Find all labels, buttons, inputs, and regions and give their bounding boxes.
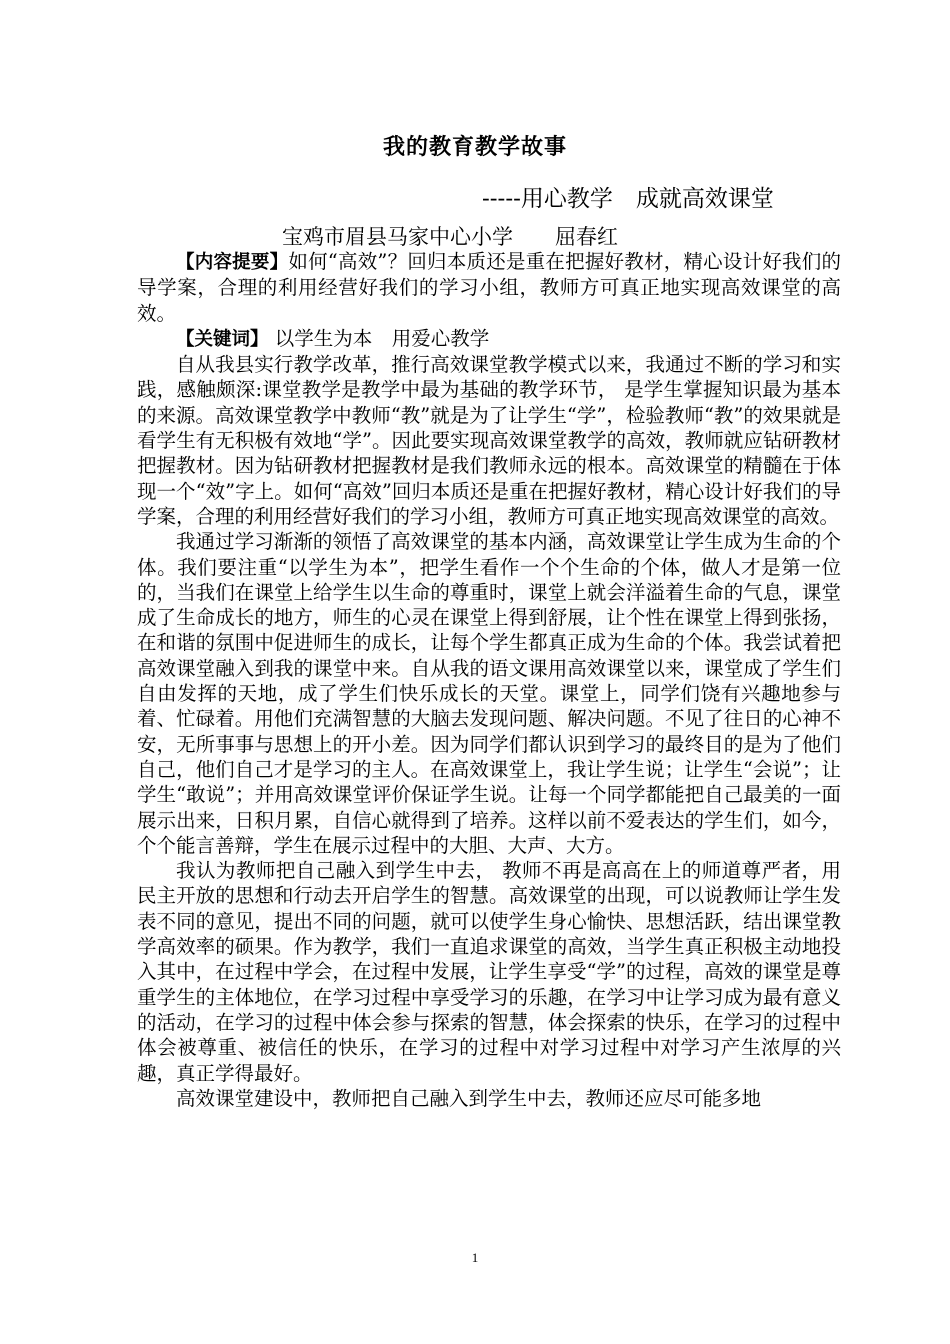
page-number: 1 [471,1250,479,1265]
abstract-paragraph [137,249,841,326]
keywords-text: 以学生为本 用爱心教学 [268,326,490,350]
abstract-text: 如何“高效”？回归本质还是重在把握好教材，精心设计好我们的导学案，合理的利用经营好我们的学习小组，教师方可真正地实现高效课堂的高效。 [137,250,841,325]
body-paragraph: 我认为教师把自己融入到学生中去， 教师不再是高高在上的师道尊严者，用民主开放的思想和行动去开启学生的智慧。高效课堂的出现，可以说教师让学生发表不同的意见，提出不同的问题，就可以使学生身心愉快、思想活跃，结出课堂教学高效率的硕果。作为教学，我们一直追求课堂的高效，当学生真正积极主动地投入其中，在过程中学会，在过程中发展，让学生享受“学”的过程，高效的课堂是尊重学生的主体地位，在学习过程中享受学习的乐趣，在学习中让学习成为最有意义的活动，在学习的过程中体会参与探索的智慧，体会探索的快乐，在学习的过程中体会被尊重、被信任的快乐，在学习的过程中对学习过程中对学习产生浓厚的兴趣，真正学得最好。 [137,859,841,1085]
abstract-label: 【内容提要】 [176,252,289,273]
keywords-label: 【关键词】 [176,328,269,350]
document-body [137,249,841,1111]
body-paragraph: 高效课堂建设中，教师把自己融入到学生中去，教师还应尽可能多地 [176,1086,762,1110]
document-subtitle: -----用心教学 成就高效课堂 [482,186,774,212]
body-paragraph: 自从我县实行教学改革，推行高效课堂教学模式以来，我通过不断的学习和实践，感触颇深:课堂教学是教学中最为基础的教学环节， 是学生掌握知识最为基本的来源。高效课堂教学中教师“教”就是为了让学生“学”，检验教师“教”的效果就是看学生有无积极有效地“学”。因此要实现高效课堂教学的高效，教师就应钻研教材把握教材。因为钻研教材把握教材是我们教师永远的根本。高效课堂的精髓在于体现一个“效”字上。如何“高效”回归本质还是重在把握好教材，精心设计好我们的导学案，合理的利用经营好我们的学习小组，教师方可真正地实现高效课堂的高效。 [137,353,841,528]
keywords-paragraph [137,326,841,352]
document-title: 我的教育教学故事 [382,135,567,160]
body-paragraph: 我通过学习渐渐的领悟了高效课堂的基本内涵，高效课堂让学生成为生命的个体。我们要注重“以学生为本”，把学生看作一个个生命的个体，做人才是第一位的，当我们在课堂上给学生以生命的尊重时，课堂上就会洋溢着生命的气息，课堂成了生命成长的地方，师生的心灵在课堂上得到舒展，让个性在课堂上得到张扬，在和谐的氛围中促进师生的成长，让每个学生都真正成为生命的个体。我尝试着把高效课堂融入到我的课堂中来。自从我的语文课用高效课堂以来，课堂成了学生们自由发挥的天地，成了学生们快乐成长的天堂。课堂上，同学们饶有兴趣地参与着、忙碌着。用他们充满智慧的大脑去发现问题、解决问题。不见了往日的心神不安，无所事事与思想上的开小差。因为同学们都认识到学习的最终目的是为了他们自己，他们自己才是学习的主人。在高效课堂上，我让学生说；让学生“会说”；让学生“敢说”；并用高效课堂评价保证学生说。让每一个同学都能把自己最美的一面展示出来，日积月累，自信心就得到了培养。这样以前不爱表达的学生们，如今，个个能言善辩，学生在展示过程中的大胆、大声、大方。 [137,530,841,857]
author-line: 宝鸡市眉县马家中心小学 屈春红 [282,225,618,249]
